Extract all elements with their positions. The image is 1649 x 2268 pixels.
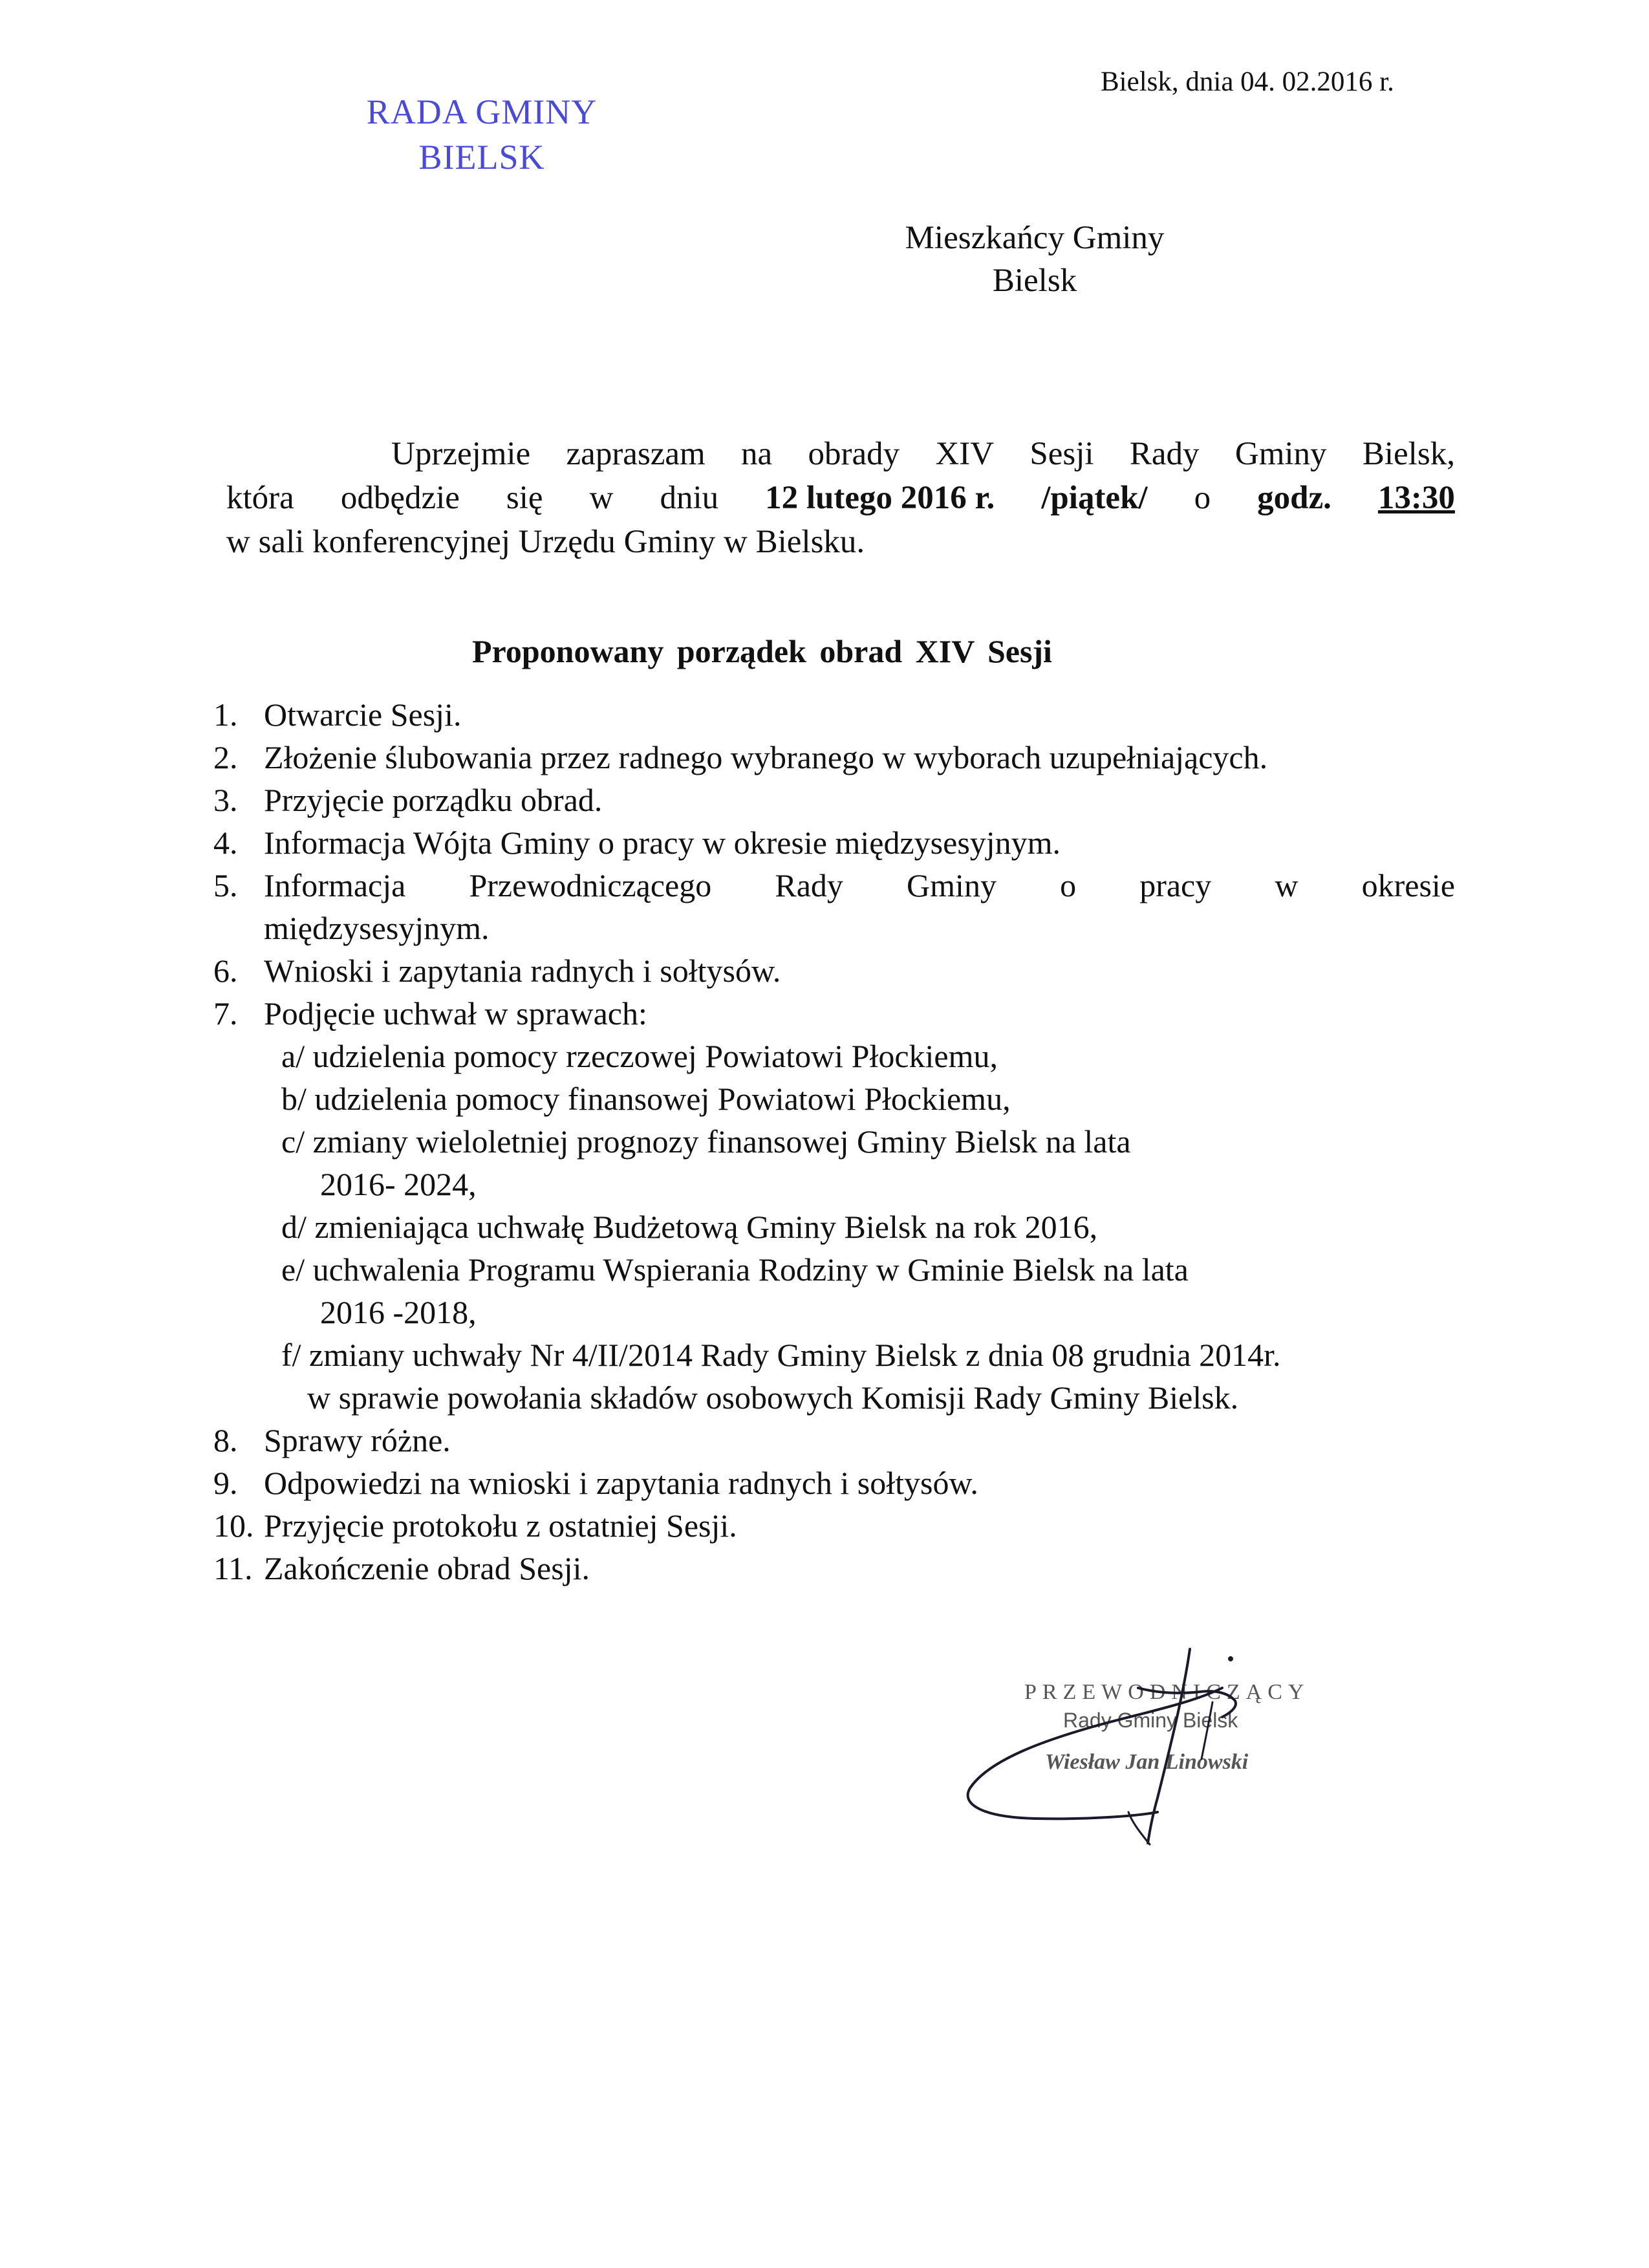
agenda-subitem-text: c/ zmiany wieloletniej prognozy finansowej Gminy Bielsk na lata <box>281 1123 1131 1160</box>
addressee <box>860 217 1209 302</box>
intro-line-3: w sali konferencyjnej Urzędu Gminy w Bielsku. <box>226 524 865 560</box>
agenda-subitem <box>213 1120 1455 1205</box>
agenda-item-5-line <box>264 864 1455 907</box>
intro-word: XIV <box>935 436 995 472</box>
agenda-item-number: 11. <box>213 1550 253 1586</box>
agenda-item <box>213 779 1455 821</box>
agenda-subitem-text: e/ uchwalenia Programu Wspierania Rodziny w Gminie Bielsk na lata <box>281 1251 1189 1288</box>
intro-word: Rady <box>1129 436 1200 472</box>
chairman-signature-stamp <box>944 1643 1332 1856</box>
agenda-item-number: 3. <box>213 782 238 818</box>
agenda-item-text: Przyjęcie porządku obrad. <box>264 782 603 818</box>
session-time: 13:30 <box>1377 480 1455 516</box>
agenda-subitem <box>213 1334 1455 1419</box>
intro-word: odbędzie <box>340 480 460 516</box>
agenda-subitem <box>213 1205 1455 1248</box>
agenda-word: Przewodniczącego <box>469 867 712 903</box>
agenda-item <box>213 1504 1455 1547</box>
agenda-subitem <box>213 1035 1455 1077</box>
agenda-subitem-text: d/ zmieniająca uchwałę Budżetową Gminy Bielsk na rok 2016, <box>281 1209 1098 1245</box>
signature-stamp-body: Rady Gminy Bielsk <box>1063 1709 1238 1732</box>
intro-word: Uprzejmie <box>391 436 531 472</box>
agenda-item <box>213 693 1455 736</box>
intro-word: Gminy <box>1234 436 1327 472</box>
intro-line-2 <box>226 476 1455 520</box>
addressee-line2: Bielsk <box>992 263 1077 299</box>
agenda-item-text: Otwarcie Sesji. <box>264 697 462 733</box>
agenda-subitem-continuation: 2016- 2024, <box>320 1166 477 1202</box>
intro-word: zapraszam <box>566 436 706 472</box>
agenda-item <box>213 1419 1455 1462</box>
agenda-item-number: 6. <box>213 953 238 989</box>
agenda-item-text: Podjęcie uchwał w sprawach: <box>264 995 647 1031</box>
session-date: 12 lutego 2016 r. <box>765 480 995 516</box>
signature-stamp-title: PRZEWODNICZĄCY <box>1024 1680 1310 1704</box>
agenda-item-text <box>264 864 1455 949</box>
agenda-item-number: 8. <box>213 1422 238 1458</box>
agenda-subitem <box>213 1248 1455 1334</box>
addressee-line1: Mieszkańcy Gminy <box>905 220 1165 256</box>
intro-word: obrady <box>808 436 900 472</box>
intro-word: w <box>589 480 614 516</box>
invitation-paragraph <box>226 432 1455 564</box>
agenda-subitem-text: f/ zmiany uchwały Nr 4/II/2014 Rady Gminy Bielsk z dnia 08 grudnia 2014r. <box>281 1337 1281 1373</box>
agenda-subitem-continuation: 2016 -2018, <box>320 1294 477 1330</box>
intro-word: na <box>741 436 773 472</box>
agenda-item <box>213 1462 1455 1504</box>
agenda-item-5-continuation: międzysesyjnym. <box>264 910 490 946</box>
intro-line-1 <box>226 432 1455 476</box>
intro-word: dniu <box>660 480 719 516</box>
agenda-item-number: 9. <box>213 1465 238 1501</box>
place-and-date: Bielsk, dnia 04. 02.2016 r. <box>1101 67 1394 97</box>
intro-word: Bielsk, <box>1362 436 1455 472</box>
council-stamp <box>336 89 627 180</box>
agenda-item-text: Zakończenie obrad Sesji. <box>264 1550 590 1586</box>
agenda-item-text: Wnioski i zapytania radnych i sołtysów. <box>264 953 781 989</box>
agenda-word: Rady <box>775 867 843 903</box>
intro-word: która <box>226 480 294 516</box>
agenda-item-number: 10. <box>213 1507 254 1544</box>
signature-stamp-name: Wiesław Jan Linowski <box>1045 1750 1249 1774</box>
agenda-item-number: 7. <box>213 995 238 1031</box>
agenda-word: w <box>1275 867 1299 903</box>
handwritten-signature-icon <box>944 1643 1332 1856</box>
agenda-item <box>213 864 1455 949</box>
agenda-list <box>213 693 1455 1590</box>
agenda-item-text: Informacja Wójta Gminy o pracy w okresie międzysesyjnym. <box>264 825 1061 861</box>
agenda-title: Proponowany porządek obrad XIV Sesji <box>472 633 1052 669</box>
council-stamp-line1: RADA GMINY <box>366 92 598 131</box>
agenda-item-text: Sprawy różne. <box>264 1422 451 1458</box>
session-day: /piątek/ <box>1041 480 1148 516</box>
agenda-word: o <box>1060 867 1077 903</box>
time-label: godz. <box>1257 480 1331 516</box>
agenda-item <box>213 992 1455 1035</box>
intro-word: Sesji <box>1029 436 1094 472</box>
agenda-word: Informacja <box>264 867 406 903</box>
agenda-item-text: Złożenie ślubowania przez radnego wybranego w wyborach uzupełniających. <box>264 739 1268 775</box>
agenda-item <box>213 1547 1455 1590</box>
agenda-item-text: Odpowiedzi na wnioski i zapytania radnych i sołtysów. <box>264 1465 978 1501</box>
intro-word: o <box>1194 480 1211 516</box>
agenda-word: okresie <box>1361 867 1455 903</box>
agenda-item-number: 4. <box>213 825 238 861</box>
agenda-subitem-text: a/ udzielenia pomocy rzeczowej Powiatowi Płockiemu, <box>281 1038 998 1074</box>
agenda-item <box>213 736 1455 779</box>
agenda-item <box>213 821 1455 864</box>
agenda-word: Gminy <box>907 867 997 903</box>
agenda-item-number: 1. <box>213 697 238 733</box>
agenda-subitem-continuation: w sprawie powołania składów osobowych Komisji Rady Gminy Bielsk. <box>307 1379 1239 1416</box>
agenda-word: pracy <box>1139 867 1212 903</box>
agenda-subitem-text: b/ udzielenia pomocy finansowej Powiatowi Płockiemu, <box>281 1081 1011 1117</box>
agenda-item-text: Przyjęcie protokołu z ostatniej Sesji. <box>264 1507 737 1544</box>
agenda-item <box>213 949 1455 992</box>
agenda-item-number: 2. <box>213 739 238 775</box>
agenda-item-number: 5. <box>213 867 238 903</box>
council-stamp-line2: BIELSK <box>418 138 545 177</box>
agenda-subitem <box>213 1077 1455 1120</box>
intro-word: się <box>506 480 543 516</box>
